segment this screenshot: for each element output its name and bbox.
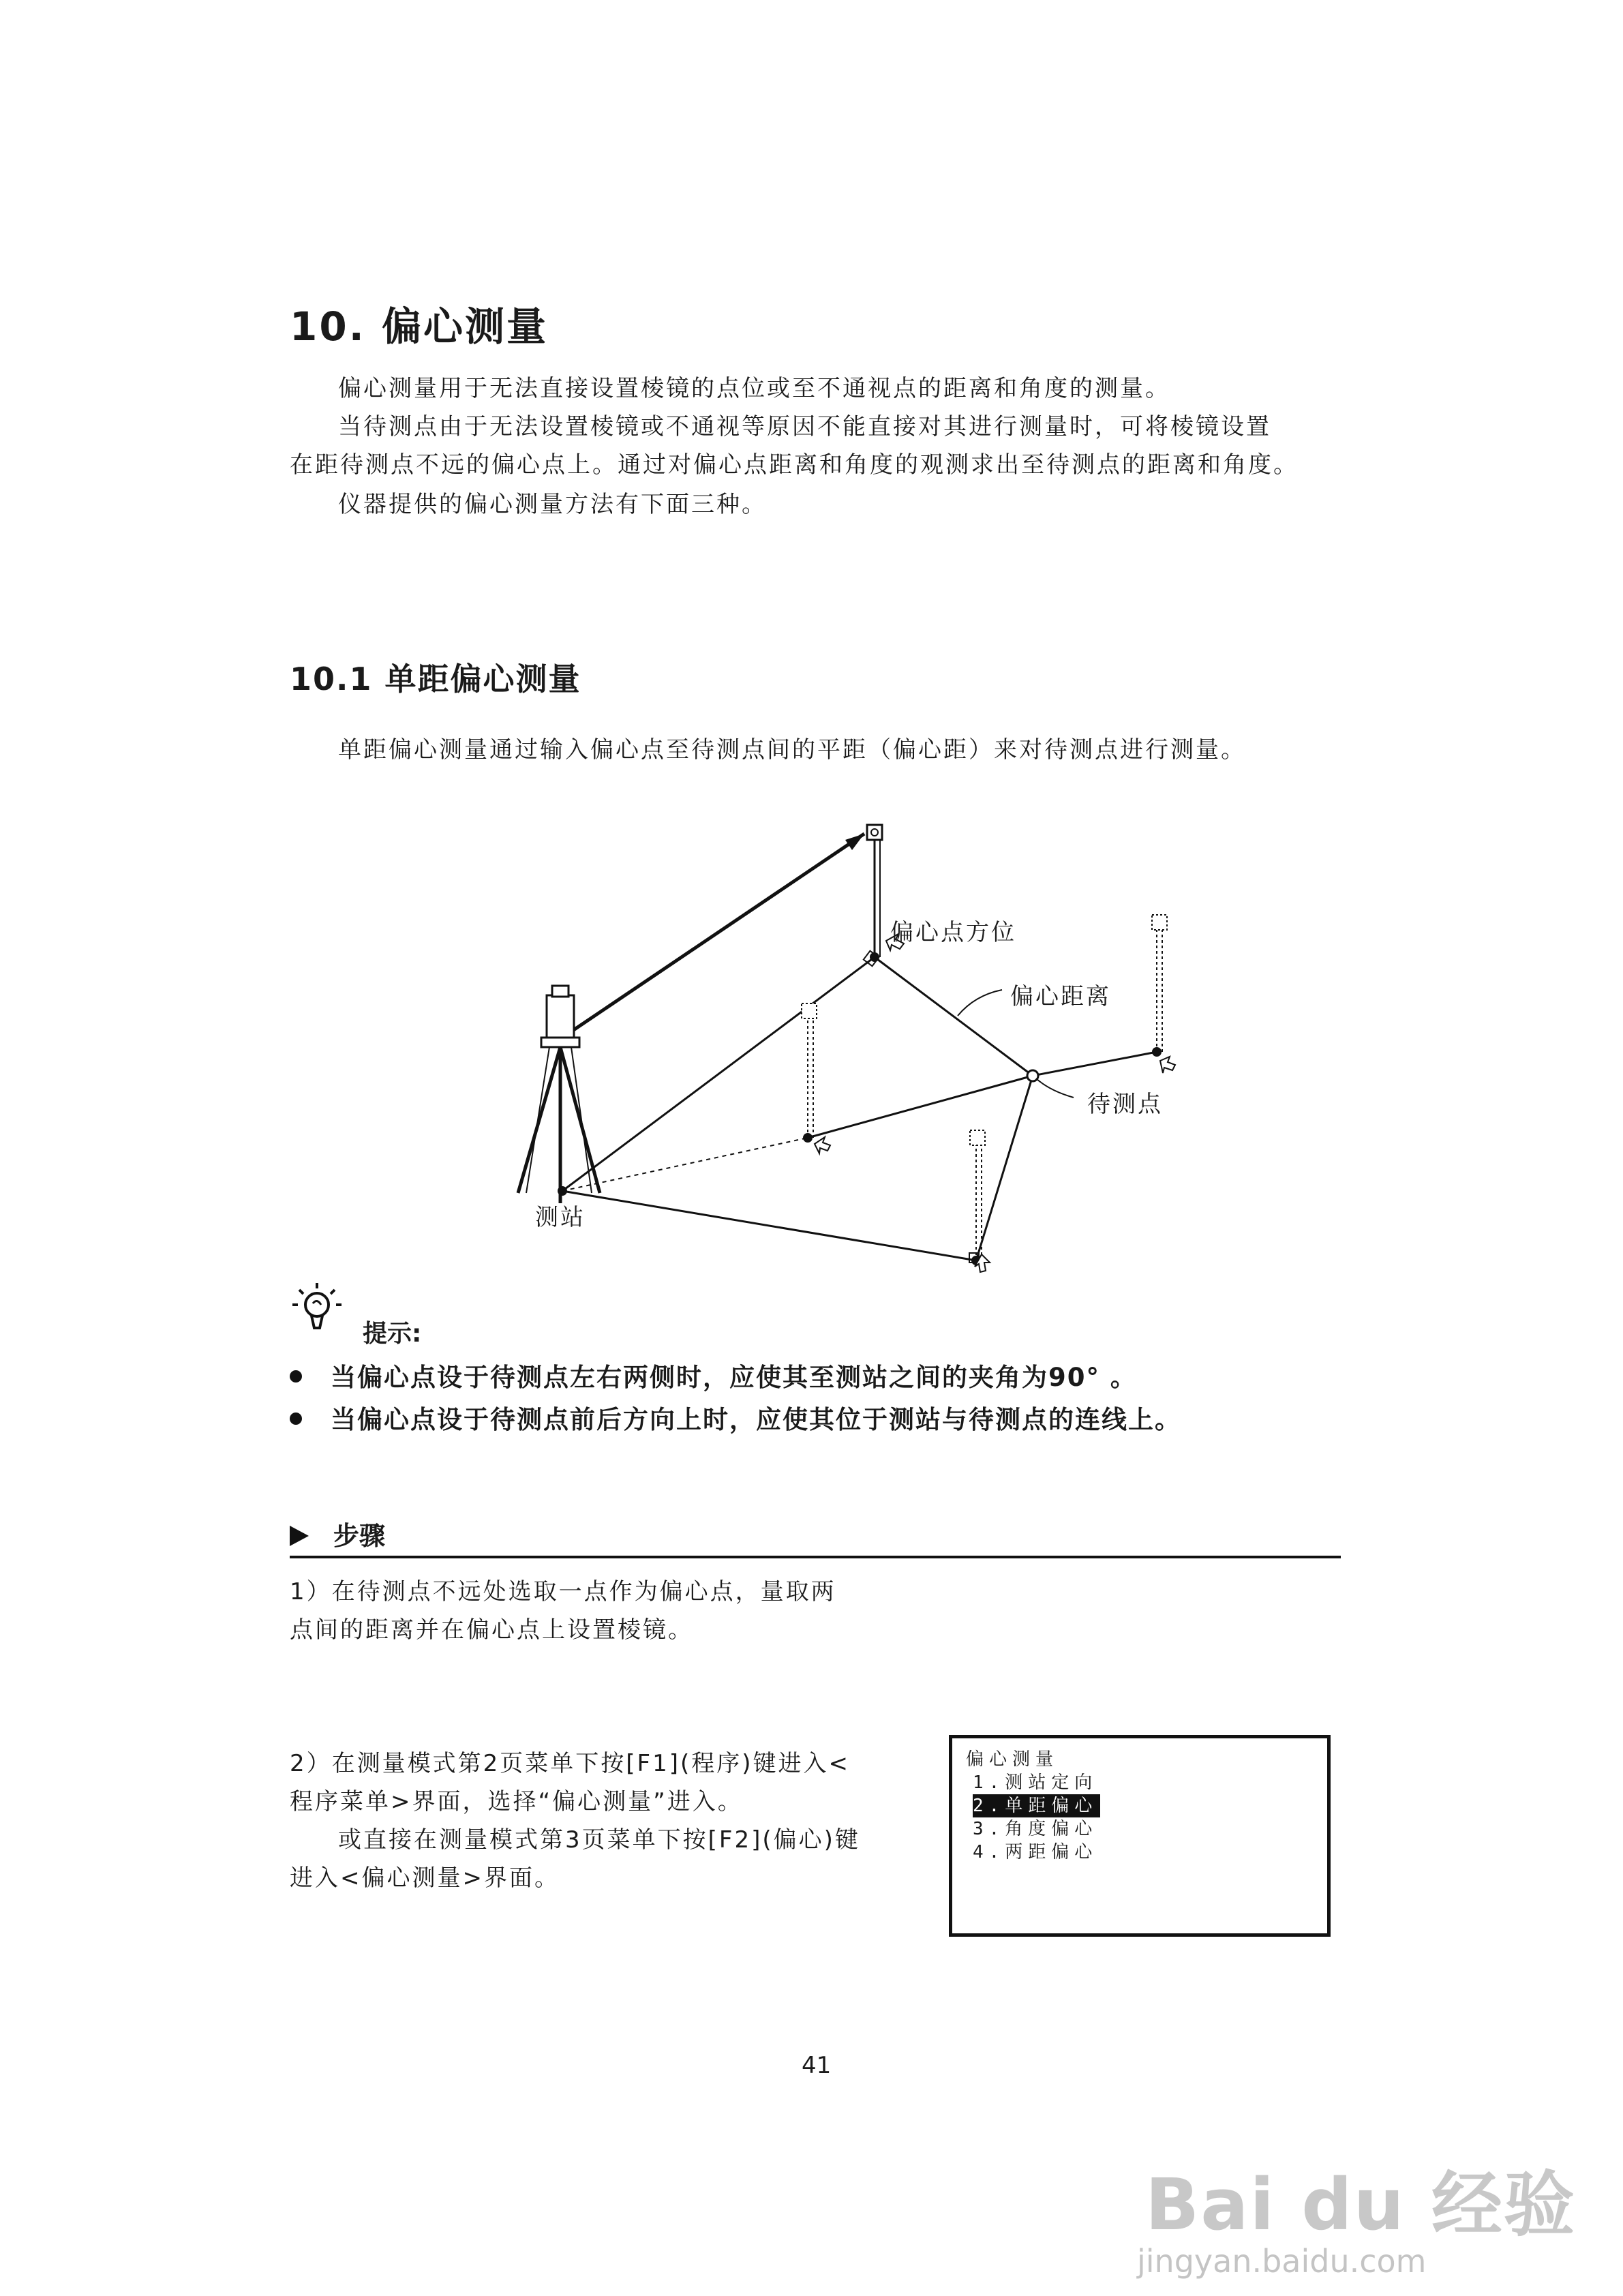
line-station-bottom (562, 1191, 976, 1260)
label-offset-direction: 偏心点方位 (890, 919, 1016, 946)
step2-line3: 或直接在测量模式第3页菜单下按[F2](偏心)键 (338, 1826, 860, 1854)
tip-item: 当偏心点设于待测点左右两侧时，应使其至测站之间的夹角为90° 。 (290, 1357, 1137, 1393)
screen-menu-item[interactable]: 4.两距偏心 (973, 1842, 1098, 1862)
line-bottom-target (976, 1076, 1033, 1260)
line-mid-target (808, 1076, 1033, 1138)
tip-title: 提示: (363, 1320, 422, 1348)
screen-menu-item[interactable]: 3.角度偏心 (973, 1819, 1098, 1839)
line-station-offset (562, 957, 875, 1191)
play-triangle-icon (290, 1526, 309, 1546)
label-offset-distance: 偏心距离 (1010, 983, 1111, 1010)
prism-icon-dashed (970, 1130, 985, 1145)
watermark-url: jingyan.baidu.com (1137, 2243, 1427, 2280)
step2-line4: 进入<偏心测量>界面。 (290, 1864, 560, 1892)
bullet-icon (290, 1370, 302, 1383)
step1-line2: 点间的距离并在偏心点上设置棱镜。 (290, 1616, 693, 1644)
lightbulb-icon (290, 1280, 344, 1335)
screen-menu-item[interactable]: 1.测站定向 (973, 1772, 1098, 1793)
intro-line-1: 偏心测量用于无法直接设置棱镜的点位或至不通视点的距离和角度的测量。 (338, 375, 1170, 402)
pointer-arrow-icon (1160, 1057, 1175, 1073)
pointer-arrow-icon (815, 1137, 830, 1153)
page-title: 10. 偏心测量 (290, 303, 548, 350)
intro-line-4: 仪器提供的偏心测量方法有下面三种。 (338, 491, 767, 518)
step2-line2: 程序菜单>界面，选择“偏心测量”进入。 (290, 1788, 743, 1815)
label-target-point: 待测点 (1087, 1091, 1163, 1118)
section-description: 单距偏心测量通过输入偏心点至待测点间的平距（偏心距）来对待测点进行测量。 (338, 736, 1246, 764)
offset-diagram-svg (504, 811, 1227, 1275)
screen-title: 偏心测量 (966, 1749, 1059, 1770)
intro-line-2: 当待测点由于无法设置棱镜或不通视等原因不能直接对其进行测量时，可将棱镜设置 (338, 413, 1271, 440)
steps-divider (290, 1556, 1341, 1558)
step2-line1: 2）在测量模式第2页菜单下按[F1](程序)键进入< (290, 1750, 850, 1777)
tip-item: 当偏心点设于待测点前后方向上时，应使其位于测站与待测点的连线上。 (290, 1399, 1181, 1436)
total-station-icon (518, 986, 600, 1203)
watermark-logo: Bai du 经验 (1145, 2163, 1576, 2246)
offset-diagram (504, 811, 1227, 1275)
instrument-screen (949, 1735, 1331, 1937)
sight-line-arrow (562, 834, 864, 1038)
steps-heading: 步骤 (290, 1515, 385, 1552)
label-station: 测站 (535, 1204, 586, 1231)
prism-icon (867, 825, 882, 840)
line-target-right (1033, 1052, 1157, 1076)
prism-icon-dashed (1152, 915, 1167, 930)
arrowhead-icon (845, 834, 864, 850)
step1-line1: 1）在待测点不远处选取一点作为偏心点，量取两 (290, 1578, 836, 1605)
bullet-icon (290, 1413, 302, 1425)
line-offset-target (875, 957, 1033, 1076)
offset-point (870, 952, 879, 962)
page-number: 41 (802, 2052, 832, 2079)
intro-line-3: 在距待测点不远的偏心点上。通过对偏心点距离和角度的观测求出至待测点的距离和角度。 (290, 451, 1299, 479)
prism-icon-dashed (802, 1003, 817, 1018)
section-title: 10.1 单距偏心测量 (290, 661, 581, 697)
screen-menu-item-selected[interactable]: 2.单距偏心 (973, 1794, 1100, 1817)
